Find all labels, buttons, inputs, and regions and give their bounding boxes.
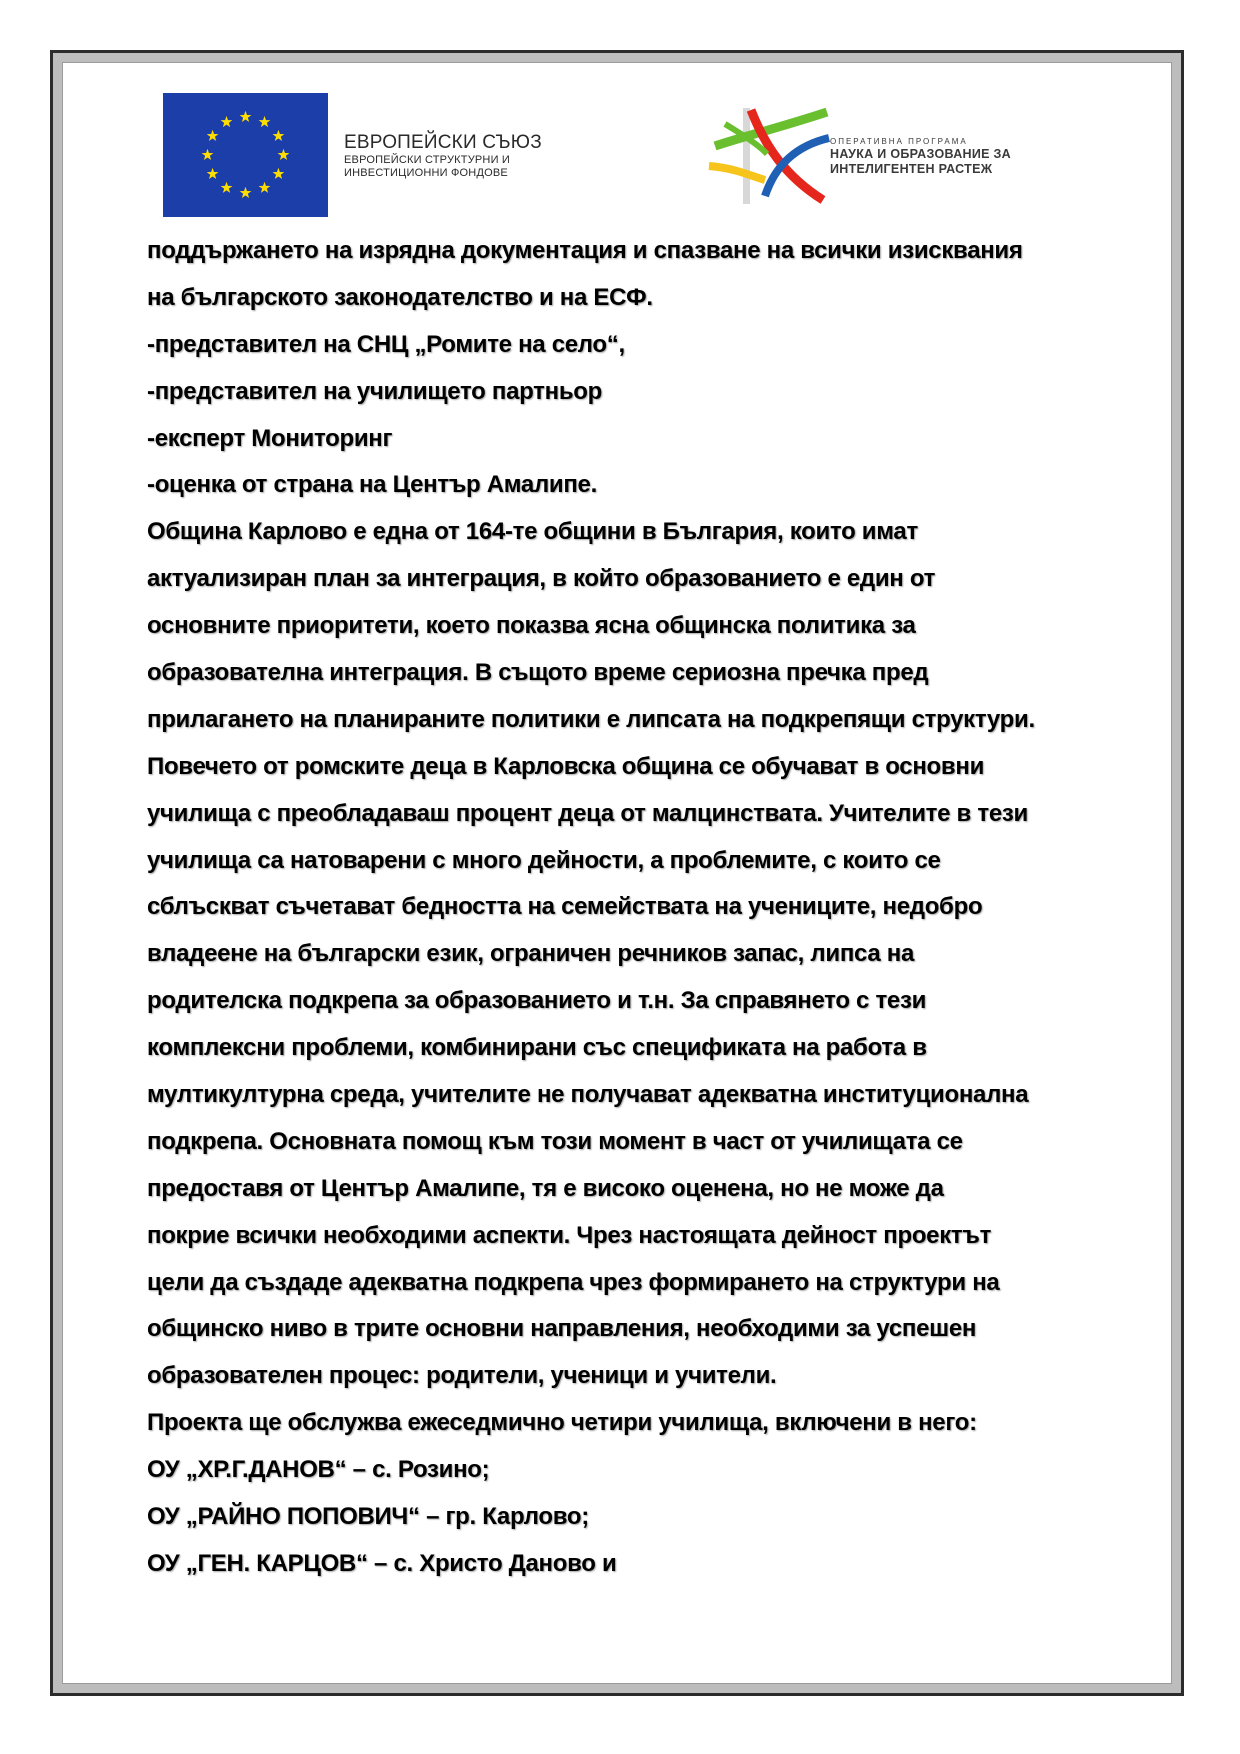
- text-line: комплексни проблеми, комбинирани със спецификата на работа в: [147, 1034, 927, 1062]
- eu-subtitle-2: ИНВЕСТИЦИОННИ ФОНДОВЕ: [344, 167, 508, 179]
- text-line: основните приоритети, което показва ясна общинска политика за: [147, 612, 916, 640]
- text-line: поддържането на изрядна документация и спазване на всички изисквания: [147, 237, 1023, 264]
- text-line: сблъскват съчетават бедността на семействата на учениците, недобро: [147, 893, 983, 921]
- op-logo-text: [830, 137, 1011, 177]
- eu-flag-icon: [163, 93, 328, 217]
- text-line: актуализиран план за интеграция, в който образованието е един от: [147, 565, 936, 593]
- eu-subtitle-1: ЕВРОПЕЙСКИ СТРУКТУРНИ И: [344, 154, 511, 166]
- op-title-1: НАУКА И ОБРАЗОВАНИЕ ЗА: [830, 147, 1012, 161]
- text-line: -представител на СНЦ „Ромите на село“,: [147, 330, 625, 358]
- text-line: -оценка от страна на Център Амалипе.: [147, 471, 597, 499]
- op-label: ОПЕРАТИВНА ПРОГРАМА: [830, 137, 968, 146]
- eu-title: ЕВРОПЕЙСКИ СЪЮЗ: [344, 132, 542, 153]
- text-line: ОУ „РАЙНО ПОПОВИЧ“ – гр. Карлово;: [147, 1503, 589, 1531]
- eu-logo-text: [344, 132, 542, 180]
- text-line: образователен процес: родители, ученици и учители.: [147, 1362, 777, 1390]
- op-logo-icon: [705, 106, 835, 206]
- text-line: мултикултурна среда, учителите не получават адекватна институционална: [147, 1081, 1029, 1109]
- text-line: училища са натоварени с много дейности, а проблемите, с които се: [147, 846, 941, 874]
- text-line: ОУ „ХР.Г.ДАНОВ“ – с. Розино;: [147, 1456, 490, 1484]
- text-line: Повечето от ромските деца в Карловска община се обучават в основни: [147, 752, 985, 780]
- text-line: -експерт Мониторинг: [147, 424, 393, 452]
- text-line: образователна интеграция. В същото време сериозна пречка пред: [147, 659, 929, 687]
- op-title-2: ИНТЕЛИГЕНТЕН РАСТЕЖ: [830, 162, 993, 176]
- text-line: родителска подкрепа за образованието и т.н. За справянето с тези: [147, 987, 927, 1015]
- text-line: прилагането на планираните политики е липсата на подкрепящи структури.: [147, 705, 1035, 733]
- text-line: -представител на училището партньор: [147, 377, 602, 405]
- text-line: Проекта ще обслужва ежеседмично четири училища, включени в него:: [147, 1409, 977, 1437]
- text-line: покрие всички необходими аспекти. Чрез настоящата дейност проектът: [147, 1221, 992, 1249]
- text-line: общинско ниво в трите основни направления, необходими за успешен: [147, 1315, 977, 1343]
- text-line: цели да създаде адекватна подкрепа чрез формирането на структури на: [147, 1268, 1000, 1296]
- document-body: [147, 228, 1107, 1588]
- text-line: подкрепа. Основната помощ към този момент в част от училищата се: [147, 1127, 963, 1155]
- text-line: владеене на български език, ограничен речников запас, липса на: [147, 940, 915, 968]
- text-line: училища с преобладаваш процент деца от малцинствата. Учителите в тези: [147, 799, 1028, 827]
- text-line: Община Карлово е една от 164-те общини в България, които имат: [147, 518, 918, 546]
- text-line: предоставя от Център Амалипе, тя е високо оценена, но не може да: [147, 1174, 944, 1202]
- text-line: ОУ „ГЕН. КАРЦОВ“ – с. Христо Даново и: [147, 1549, 617, 1577]
- text-line: на българското законодателство и на ЕСФ.: [147, 283, 653, 311]
